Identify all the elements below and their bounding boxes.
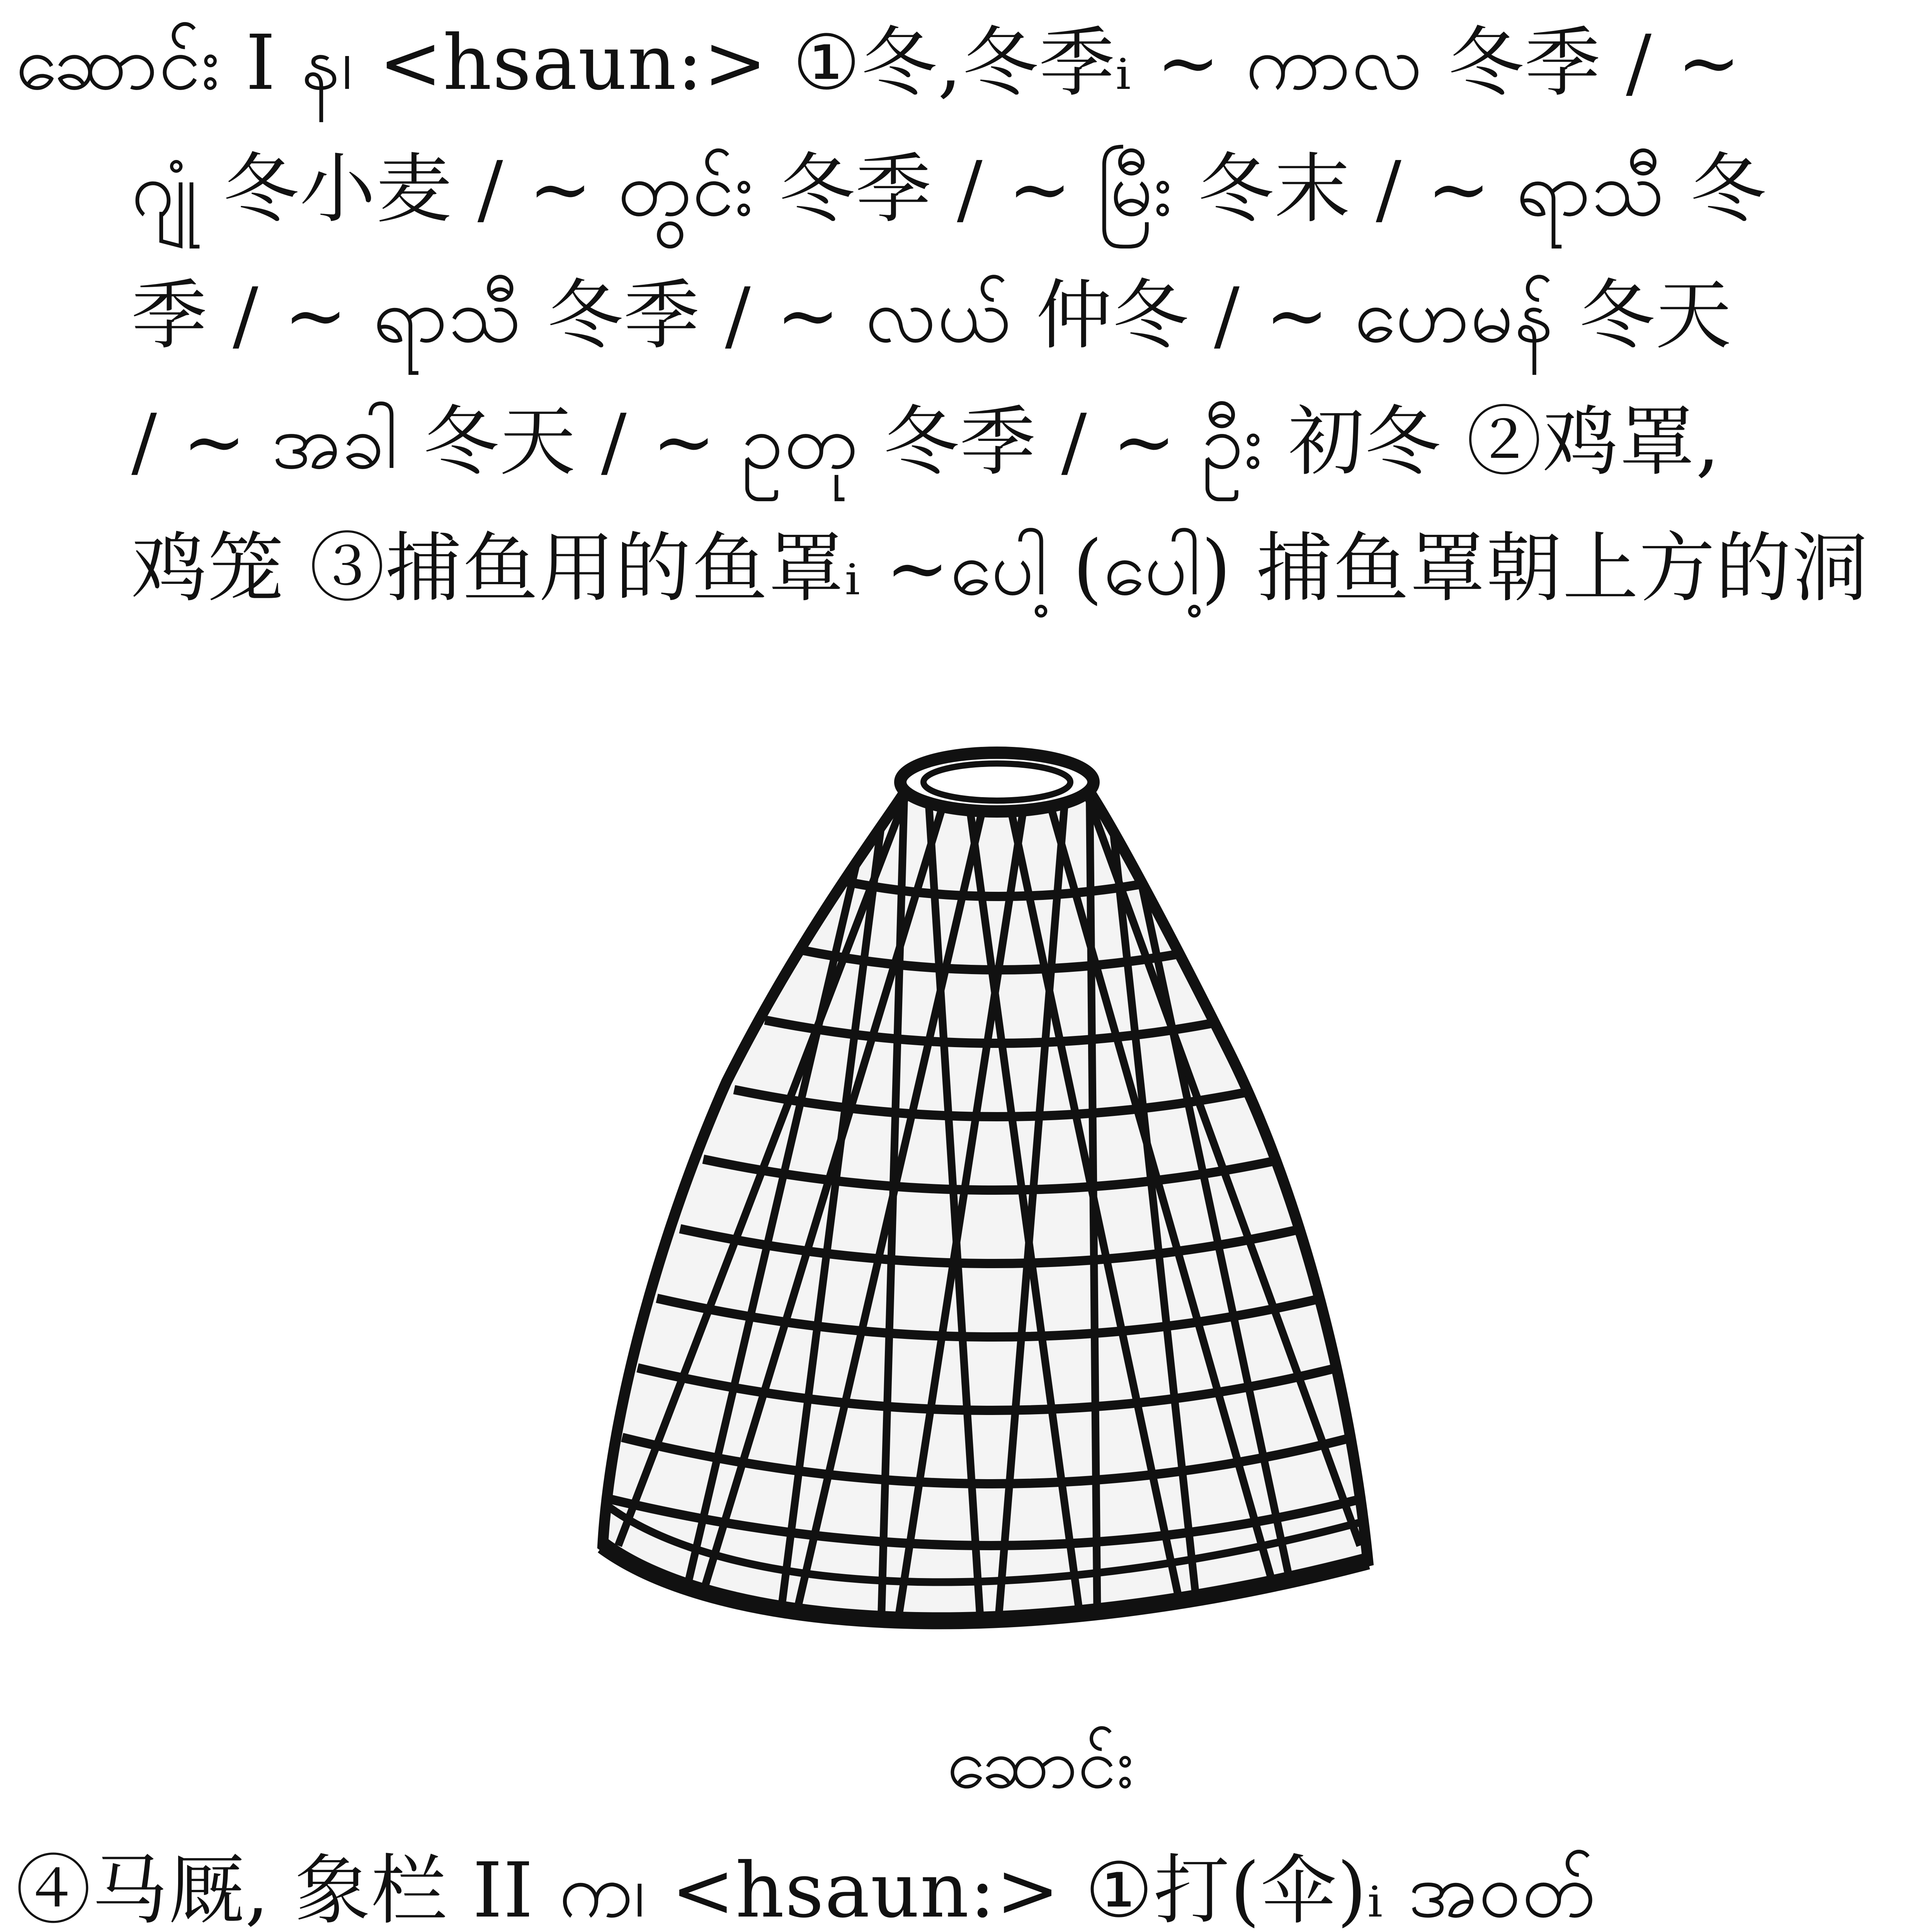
entry-line: ④马厩, 象栏 II က၊ <hsaun:> ①打(伞)ᵢ အဝတ် (15, 1847, 1597, 1932)
entry-line: ဂျုံ 冬小麦 / ~ တွင်း 冬季 / ~ မြီး 冬末 / ~ ရာသီ 冬 (131, 145, 1767, 233)
entry-line: 季 / ~ ရာသီ 冬季 / ~ လယ် 仲冬 / ~ ဟေမန် 冬天 (131, 272, 1732, 360)
dictionary-entry-2 (15, 1828, 1932, 1932)
dictionary-entry-1 (15, 0, 1932, 632)
entry-line: / ~ အခါ 冬天 / ~ ဥတု 冬季 / ~ ဦး 初冬 ②鸡罩, (131, 398, 1721, 486)
entry-line: 鸡笼 ③捕鱼用的鱼罩ᵢ ~ပေါ့ (ပေါ့) 捕鱼罩朝上方的洞 (131, 524, 1869, 612)
entry-line: ဆောင်း I န၊ <hsaun:> ①冬,冬季ᵢ ~ ကာလ 冬季 / ~ (15, 19, 1742, 107)
fish-trap-illustration (549, 726, 1476, 1685)
figure-caption: ဆောင်း (947, 1723, 1134, 1804)
